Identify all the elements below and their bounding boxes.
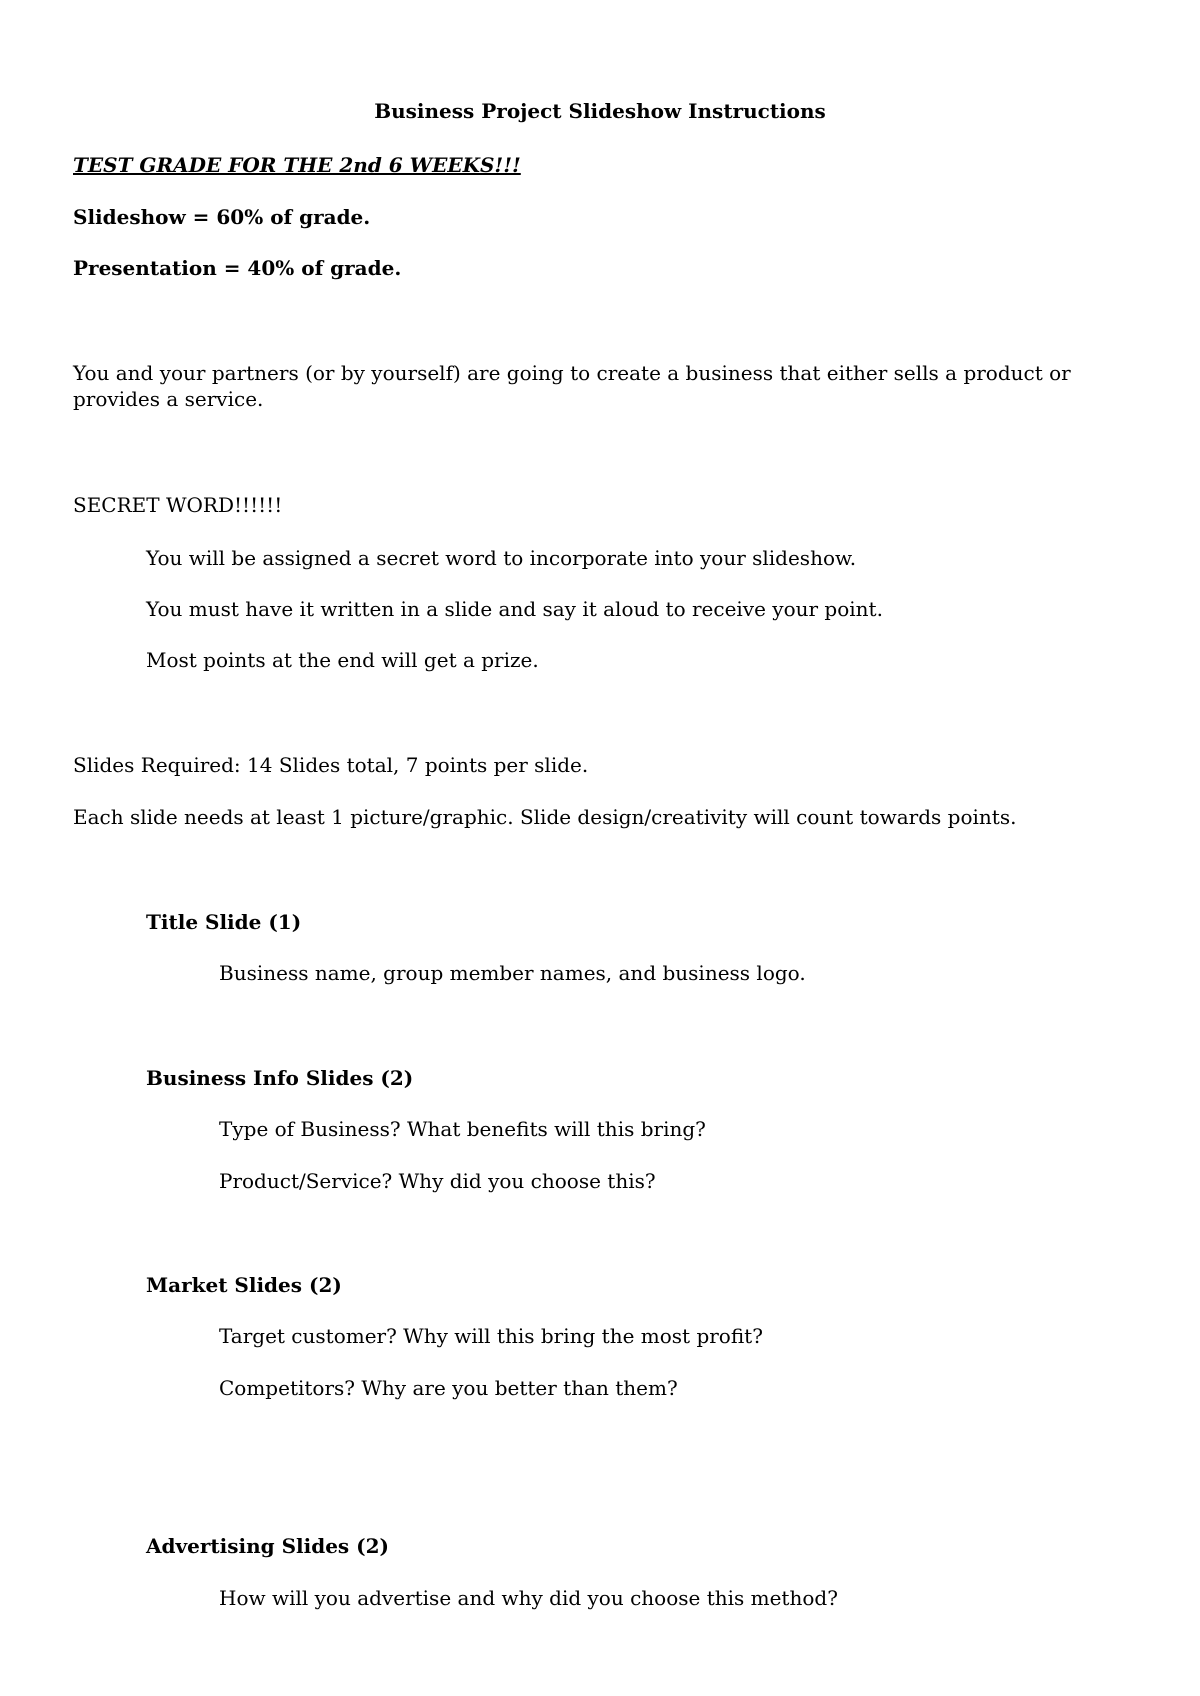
document-title: Business Project Slideshow Instructions xyxy=(374,99,826,123)
section-item: Product/Service? Why did you choose this? xyxy=(219,1169,656,1193)
section-item: How will you advertise and why did you choose this method? xyxy=(219,1586,838,1610)
section-heading: Advertising Slides (2) xyxy=(146,1534,389,1558)
picture-requirement: Each slide needs at least 1 picture/graphic. Slide design/creativity will count towards points. xyxy=(73,805,1017,829)
section-heading: Title Slide (1) xyxy=(146,910,302,934)
secret-word-line: Most points at the end will get a prize. xyxy=(146,648,539,672)
section-item: Business name, group member names, and business logo. xyxy=(219,961,806,985)
section-heading: Market Slides (2) xyxy=(146,1273,342,1297)
slides-required: Slides Required: 14 Slides total, 7 points per slide. xyxy=(73,753,589,777)
section-item: Target customer? Why will this bring the most profit? xyxy=(219,1324,763,1348)
secret-word-line: You must have it written in a slide and say it aloud to receive your point. xyxy=(146,597,883,621)
presentation-weight: Presentation = 40% of grade. xyxy=(73,256,402,280)
slideshow-weight: Slideshow = 60% of grade. xyxy=(73,205,371,229)
intro-paragraph: You and your partners (or by yourself) are going to create a business that either sells a product or provides a service. xyxy=(73,361,1071,411)
secret-word-heading: SECRET WORD!!!!!! xyxy=(73,493,283,517)
section-item: Type of Business? What benefits will this bring? xyxy=(219,1117,706,1141)
section-heading: Business Info Slides (2) xyxy=(146,1066,414,1090)
section-item: Competitors? Why are you better than them? xyxy=(219,1376,678,1400)
test-grade-notice: TEST GRADE FOR THE 2nd 6 WEEKS!!! xyxy=(73,153,521,177)
secret-word-line: You will be assigned a secret word to incorporate into your slideshow. xyxy=(146,546,857,570)
